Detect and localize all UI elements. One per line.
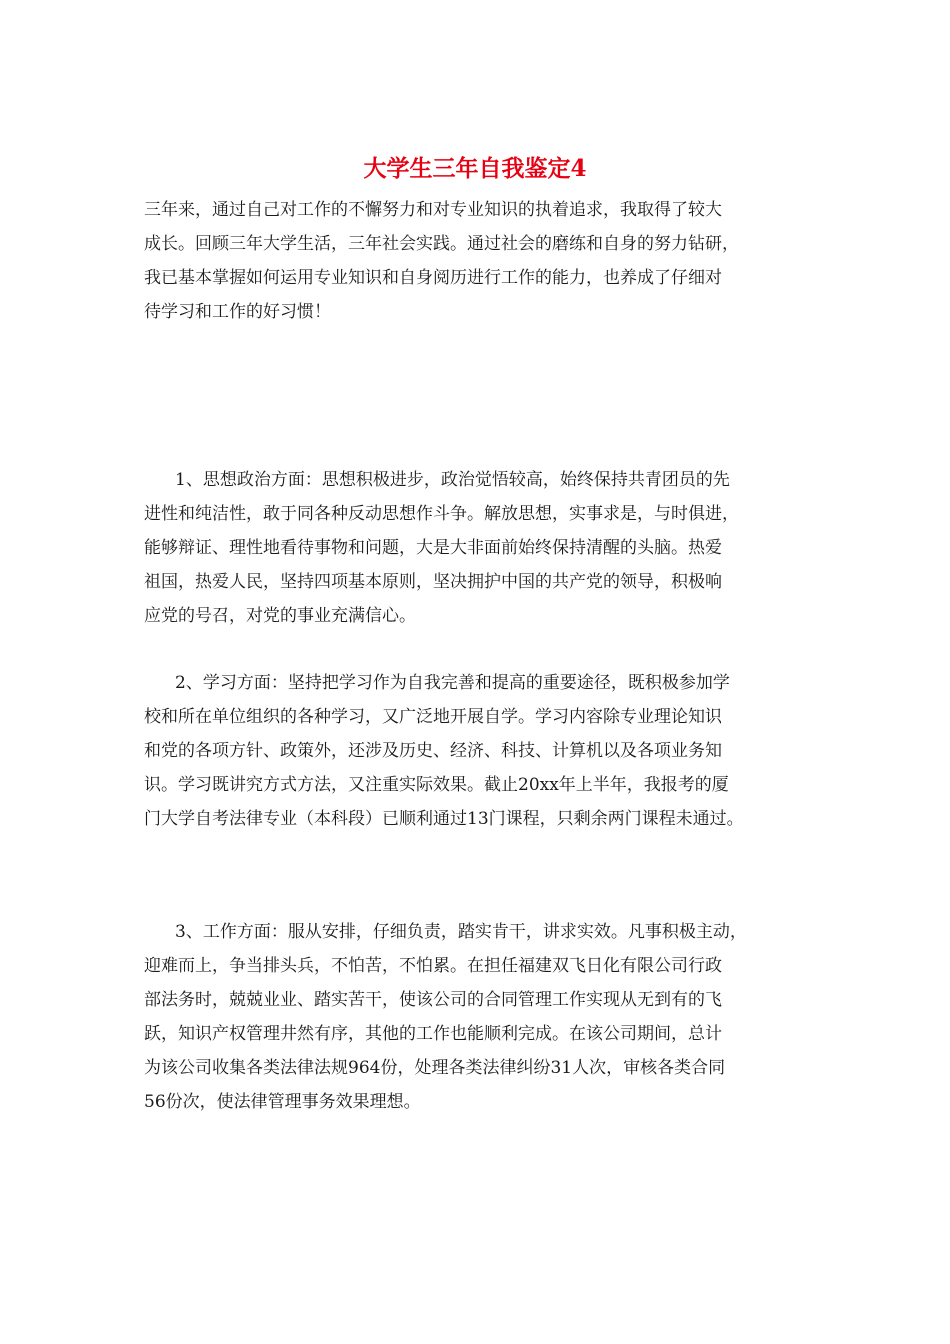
paragraph-line: 我已基本掌握如何运用专业知识和自身阅历进行工作的能力，也养成了仔细对 <box>144 268 722 288</box>
paragraph-line: 门大学自考法律专业（本科段）已顺利通过13门课程，只剩余两门课程未通过。 <box>144 809 744 829</box>
paragraph-line: 祖国，热爱人民，坚持四项基本原则，坚决拥护中国的共产党的领导，积极响 <box>144 572 722 592</box>
document-title: 大学生三年自我鉴定4 <box>363 155 587 182</box>
paragraph-study <box>144 666 814 836</box>
paragraph-line: 识。学习既讲究方式方法，又注重实际效果。截止20xx年上半年，我报考的厦 <box>144 775 729 795</box>
paragraph-line: 56份次，使法律管理事务效果理想。 <box>144 1092 421 1112</box>
paragraph-line: 为该公司收集各类法律法规964份，处理各类法律纠纷31人次，审核各类合同 <box>144 1058 726 1078</box>
paragraph-line: 能够辩证、理性地看待事物和问题，大是大非面前始终保持清醒的头脑。热爱 <box>144 538 722 558</box>
paragraph-line: 部法务时，兢兢业业、踏实苦干，使该公司的合同管理工作实现从无到有的飞 <box>144 990 722 1010</box>
paragraph-line: 3、工作方面：服从安排，仔细负责，踏实肯干，讲求实效。凡事积极主动， <box>175 922 747 942</box>
paragraph-work <box>144 915 814 1119</box>
paragraph-line: 应党的号召，对党的事业充满信心。 <box>144 606 416 626</box>
paragraph-line: 1、思想政治方面：思想积极进步，政治觉悟较高，始终保持共青团员的先 <box>175 470 730 490</box>
paragraph-line: 进性和纯洁性，敢于同各种反动思想作斗争。解放思想，实事求是，与时俱进， <box>144 504 739 524</box>
paragraph-line: 和党的各项方针、政策外，还涉及历史、经济、科技、计算机以及各项业务知 <box>144 741 722 761</box>
paragraph-line: 成长。回顾三年大学生活，三年社会实践。通过社会的磨练和自身的努力钻研， <box>144 234 739 254</box>
paragraph-line: 三年来，通过自己对工作的不懈努力和对专业知识的执着追求，我取得了较大 <box>144 200 722 220</box>
paragraph-line: 校和所在单位组织的各种学习，又广泛地开展自学。学习内容除专业理论知识 <box>144 707 722 727</box>
paragraph-line: 迎难而上，争当排头兵，不怕苦，不怕累。在担任福建双飞日化有限公司行政 <box>144 956 722 976</box>
paragraph-line: 跃，知识产权管理井然有序，其他的工作也能顺利完成。在该公司期间，总计 <box>144 1024 722 1044</box>
paragraph-line: 待学习和工作的好习惯！ <box>144 302 331 322</box>
paragraph-line: 2、学习方面：坚持把学习作为自我完善和提高的重要途径，既积极参加学 <box>175 673 730 693</box>
paragraph-ideology <box>144 463 814 633</box>
paragraph-intro <box>144 193 814 329</box>
